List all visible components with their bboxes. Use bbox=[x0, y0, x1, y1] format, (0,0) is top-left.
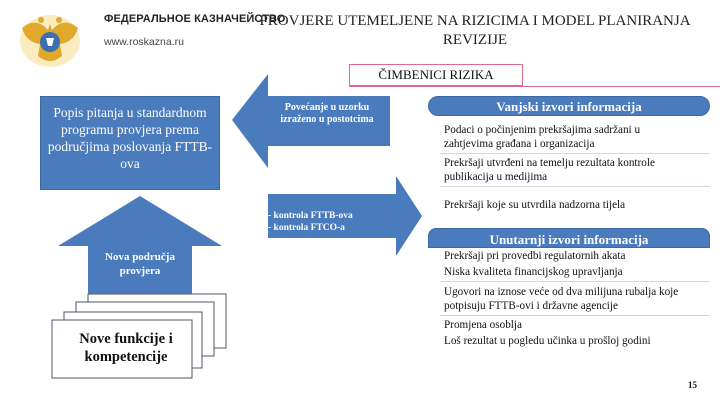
page-title: PROVJERE UTEMELJENE NA RIZICIMA I MODEL PLANIRANJA REVIZIJE bbox=[259, 13, 691, 48]
control-item: - kontrola FTCO-a bbox=[268, 223, 345, 233]
risk-factors-label: ČIMBENICI RIZIKA bbox=[349, 64, 523, 86]
checklist-box: Popis pitanja u standardnom programu provjera prema područjima poslovanja FTTB-ova bbox=[40, 96, 220, 190]
external-sources-heading: Vanjski izvori informacija bbox=[428, 96, 710, 116]
external-item: Prekršaji koje su utvrdila nadzorna tijela bbox=[444, 199, 626, 211]
internal-sources-heading: Unutarnji izvori informacija bbox=[428, 228, 710, 248]
internal-item: Prekršaji pri provedbi regulatornih akata bbox=[444, 250, 626, 262]
item-divider bbox=[440, 281, 710, 282]
internal-item: Loš rezultat u pogledu učinka u prošloj godini bbox=[444, 335, 651, 347]
internal-item: Ugovori na iznose veće od dva milijuna rubalja koje potpisuju FTTB-ovi i državne agencije bbox=[444, 286, 679, 312]
new-areas-label: Nova područja provjera bbox=[105, 251, 175, 277]
internal-item: Promjena osoblja bbox=[444, 319, 522, 331]
control-item: - kontrola FTTB-ova bbox=[268, 211, 353, 221]
increase-arrow-label: Povećanje u uzorku izraženo u postotcima bbox=[280, 102, 374, 125]
external-item: Podaci o počinjenim prekršajima sadržani u zahtjevima građana i organizacija bbox=[444, 124, 641, 150]
controls-arrow-label bbox=[268, 210, 368, 234]
page-number: 15 bbox=[688, 380, 697, 390]
item-divider bbox=[440, 186, 710, 187]
external-item: Prekršaji utvrđeni na temelju rezultata kontrole publikacija u medijima bbox=[444, 157, 655, 183]
org-url: www.roskazna.ru bbox=[104, 36, 184, 48]
up-arrow-shape bbox=[58, 196, 222, 296]
item-divider bbox=[440, 153, 710, 154]
item-divider bbox=[440, 315, 710, 316]
internal-item: Niska kvaliteta financijskog upravljanja bbox=[444, 266, 623, 278]
new-functions-label: Nove funkcije i kompetencije bbox=[79, 331, 173, 365]
org-name: ФЕДЕРАЛЬНОЕ КАЗНАЧЕЙСТВО bbox=[104, 13, 286, 25]
